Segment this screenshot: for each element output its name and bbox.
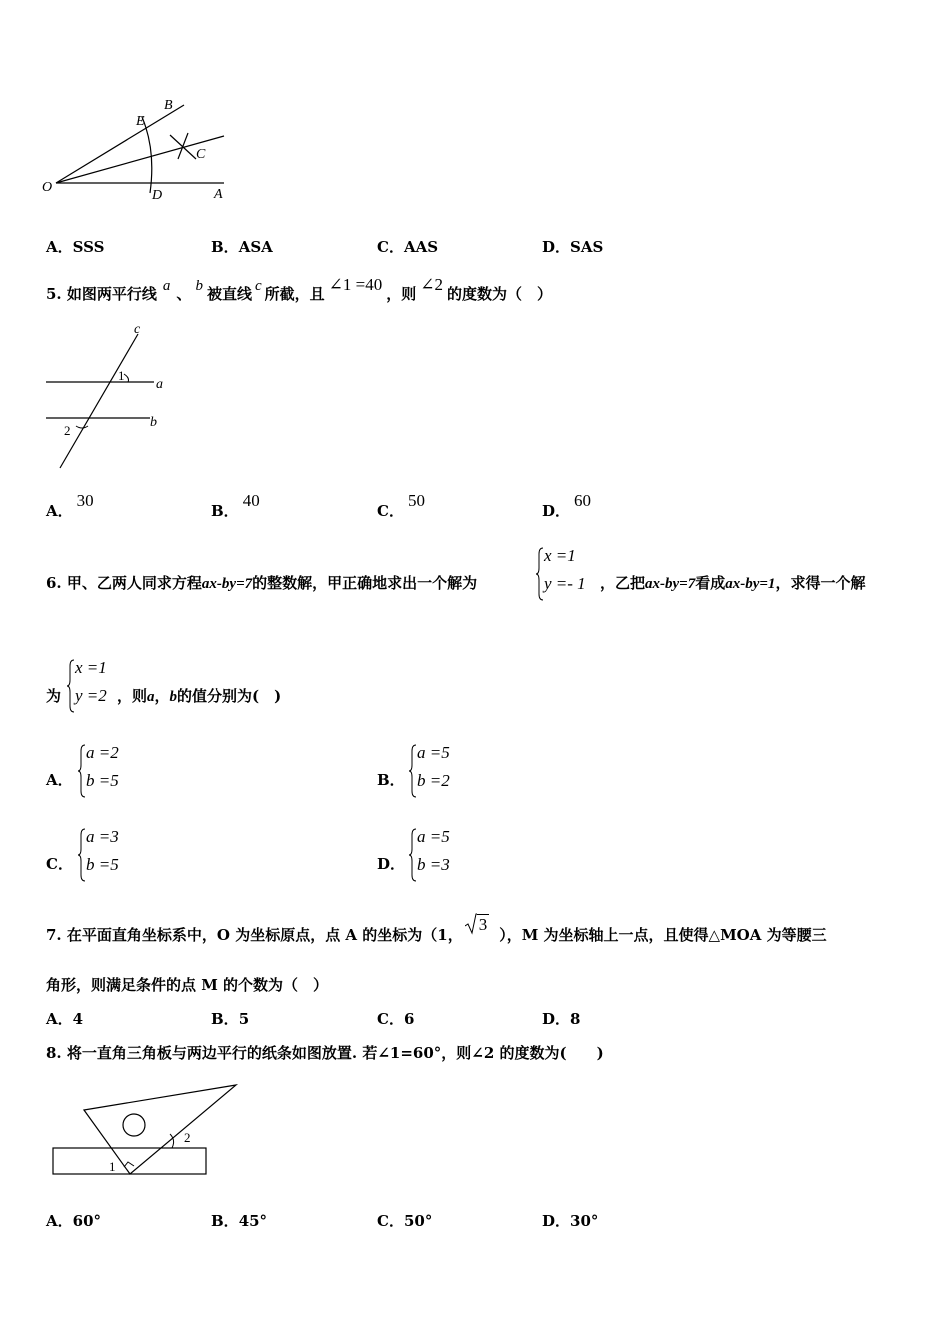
- option-a-value: a =2: [86, 743, 119, 762]
- option-letter: B．: [211, 502, 239, 520]
- q8-option-c[interactable]: [377, 1210, 432, 1231]
- option-letter: B．: [211, 238, 239, 256]
- stem-text: 、: [176, 285, 192, 303]
- q7-stem-line2: [46, 974, 328, 995]
- paper-strip: [53, 1148, 206, 1174]
- line-c: [60, 334, 138, 468]
- q7-option-b[interactable]: [211, 1008, 249, 1029]
- option-letter: C．: [377, 502, 404, 520]
- option-text: AAS: [403, 238, 439, 256]
- stem-text: ，乙把: [600, 574, 646, 592]
- label-2: 2: [184, 1130, 191, 1145]
- q6-option-d-letter[interactable]: D．: [377, 855, 406, 873]
- label-1: 1: [109, 1159, 116, 1174]
- solution-x: x =1: [75, 658, 107, 677]
- question-number: 5.: [46, 285, 62, 303]
- label-a: a: [156, 377, 163, 392]
- option-letter: A．: [46, 502, 73, 520]
- stem-text: 的度数为（ ）: [447, 285, 553, 303]
- q8-stem: [46, 1042, 604, 1063]
- option-value: 45°: [238, 1212, 268, 1230]
- option-value: 40: [242, 491, 260, 510]
- q7-option-a[interactable]: [46, 1008, 83, 1029]
- angle-1-arc: [124, 374, 129, 382]
- stem-text: ，则: [386, 285, 417, 303]
- q7-option-d[interactable]: [542, 1008, 580, 1029]
- label-b: B: [164, 98, 173, 113]
- stem-text: 为: [46, 687, 62, 705]
- option-letter: D．: [542, 238, 571, 256]
- label-e: E: [136, 114, 145, 129]
- var-a: a: [162, 278, 171, 294]
- q4-option-d[interactable]: [542, 236, 603, 257]
- q6-option-a[interactable]: [78, 743, 148, 799]
- q6-option-b-letter[interactable]: B．: [377, 771, 405, 789]
- q5-option-c[interactable]: [377, 491, 425, 521]
- option-letter: A．: [46, 1212, 73, 1230]
- q6-stem-line1-b: [600, 572, 865, 593]
- stem-text: 如图两平行线: [66, 285, 157, 303]
- var-a: a: [147, 689, 155, 705]
- angle-2-symbol: ∠2: [420, 275, 443, 294]
- angle-1-value: ∠1 =40: [328, 275, 383, 294]
- stem-text: ，则: [117, 687, 148, 705]
- q4-option-c[interactable]: [377, 236, 438, 257]
- equation: ax-by=1: [725, 576, 776, 592]
- label-a: A: [214, 187, 223, 202]
- option-letter: A．: [46, 1010, 73, 1028]
- option-letter: D．: [542, 1010, 571, 1028]
- q6-stem-line2-a: [46, 685, 61, 706]
- option-letter: C．: [377, 1010, 404, 1028]
- q4-option-b[interactable]: [211, 236, 273, 257]
- q6-option-a-letter[interactable]: A．: [46, 771, 73, 789]
- q5-option-a[interactable]: [46, 491, 94, 521]
- label-c: c: [134, 322, 141, 337]
- label-1: 1: [118, 368, 125, 383]
- q6-option-b[interactable]: [409, 743, 479, 799]
- option-letter: B．: [211, 1212, 239, 1230]
- stem-text: ，求得一个解: [775, 574, 866, 592]
- angle-2-arc: [76, 426, 88, 428]
- var-b: b: [169, 689, 178, 705]
- option-letter: B．: [211, 1010, 239, 1028]
- equation: ax-by=7: [201, 576, 253, 592]
- option-b-value: b =5: [86, 771, 119, 790]
- q6-solution-1: [536, 546, 606, 602]
- option-text: SAS: [570, 238, 604, 256]
- option-letter: A．: [46, 238, 73, 256]
- stem-text: 被直线: [206, 285, 252, 303]
- stem-text: 甲、乙两人同求方程: [66, 574, 202, 592]
- q6-option-c[interactable]: [78, 827, 148, 883]
- q7-stem-line1: [46, 915, 827, 945]
- stem-text: 在平面直角坐标系中，O 为坐标原点，点 A 的坐标为（1，: [66, 926, 463, 944]
- right-angle-mark: [124, 1162, 134, 1167]
- q5-option-d[interactable]: [542, 491, 592, 521]
- q7-option-c[interactable]: [377, 1008, 414, 1029]
- solution-y: y =2: [75, 686, 107, 705]
- q8-figure: [46, 1078, 246, 1178]
- var-c: c: [254, 278, 262, 294]
- option-b-value: b =3: [417, 855, 450, 874]
- q8-option-d[interactable]: [542, 1210, 598, 1231]
- option-text: SSS: [72, 238, 105, 256]
- q6-option-c-letter[interactable]: C．: [46, 855, 73, 873]
- stem-text: 角形，则满足条件的点 M 的个数为（ ）: [46, 976, 329, 994]
- q6-option-d[interactable]: [409, 827, 479, 883]
- q5-stem: [46, 275, 553, 304]
- option-value: 60°: [72, 1212, 102, 1230]
- var-b: b: [195, 278, 203, 294]
- q5-option-b[interactable]: [211, 491, 260, 521]
- option-text: ASA: [238, 238, 273, 256]
- stem-text: ，: [154, 687, 170, 705]
- solution-y: y =- 1: [544, 574, 586, 593]
- set-square-hole: [123, 1114, 145, 1136]
- option-value: 4: [72, 1010, 84, 1028]
- question-number: 6.: [46, 574, 62, 592]
- option-value: 60: [574, 491, 592, 510]
- ray-ob: [56, 105, 184, 183]
- q4-figure: [38, 95, 238, 205]
- label-b: b: [150, 415, 157, 430]
- label-c: C: [196, 147, 206, 162]
- question-number: 7.: [46, 926, 62, 944]
- sqrt-3: [477, 915, 490, 935]
- option-letter: D．: [542, 1212, 571, 1230]
- option-a-value: a =3: [86, 827, 119, 846]
- q8-option-a[interactable]: [46, 1210, 101, 1231]
- stem-text: 将一直角三角板与两边平行的纸条如图放置. 若∠1=60°，则∠2 的度数为( ): [66, 1044, 604, 1062]
- option-a-value: a =5: [417, 743, 450, 762]
- option-letter: D．: [542, 502, 571, 520]
- solution-x: x =1: [544, 546, 576, 565]
- q5-figure: [38, 318, 178, 473]
- option-letter: C．: [377, 238, 404, 256]
- option-value: 30: [76, 491, 94, 510]
- label-o: O: [42, 180, 53, 195]
- stem-text: 的值分别为( ): [177, 687, 282, 705]
- q4-option-a[interactable]: [46, 236, 104, 257]
- option-b-value: b =2: [417, 771, 450, 790]
- q8-option-b[interactable]: [211, 1210, 267, 1231]
- option-value: 6: [403, 1010, 415, 1028]
- stem-text: ），M 为坐标轴上一点，且使得△MOA 为等腰三: [499, 926, 827, 944]
- sqrt-value: 3: [478, 915, 488, 934]
- label-2: 2: [64, 423, 71, 438]
- equation: ax-by=7: [645, 576, 696, 592]
- q6-stem-line2-b: [117, 685, 281, 706]
- label-d: D: [152, 188, 163, 203]
- stem-text: 所截，且: [264, 285, 325, 303]
- option-b-value: b =5: [86, 855, 119, 874]
- option-value: 30°: [570, 1212, 599, 1230]
- option-value: 50: [407, 491, 425, 510]
- set-square: [84, 1085, 236, 1174]
- option-value: 8: [570, 1010, 581, 1028]
- question-number: 8.: [46, 1044, 62, 1062]
- option-value: 50°: [403, 1212, 433, 1230]
- option-letter: C．: [377, 1212, 404, 1230]
- option-a-value: a =5: [417, 827, 450, 846]
- stem-text: 看成: [695, 574, 726, 592]
- stem-text: 的整数解，甲正确地求出一个解为: [252, 574, 478, 592]
- angle-2-arc: [170, 1134, 174, 1148]
- q6-stem-line1-a: [46, 572, 477, 593]
- option-value: 5: [238, 1010, 250, 1028]
